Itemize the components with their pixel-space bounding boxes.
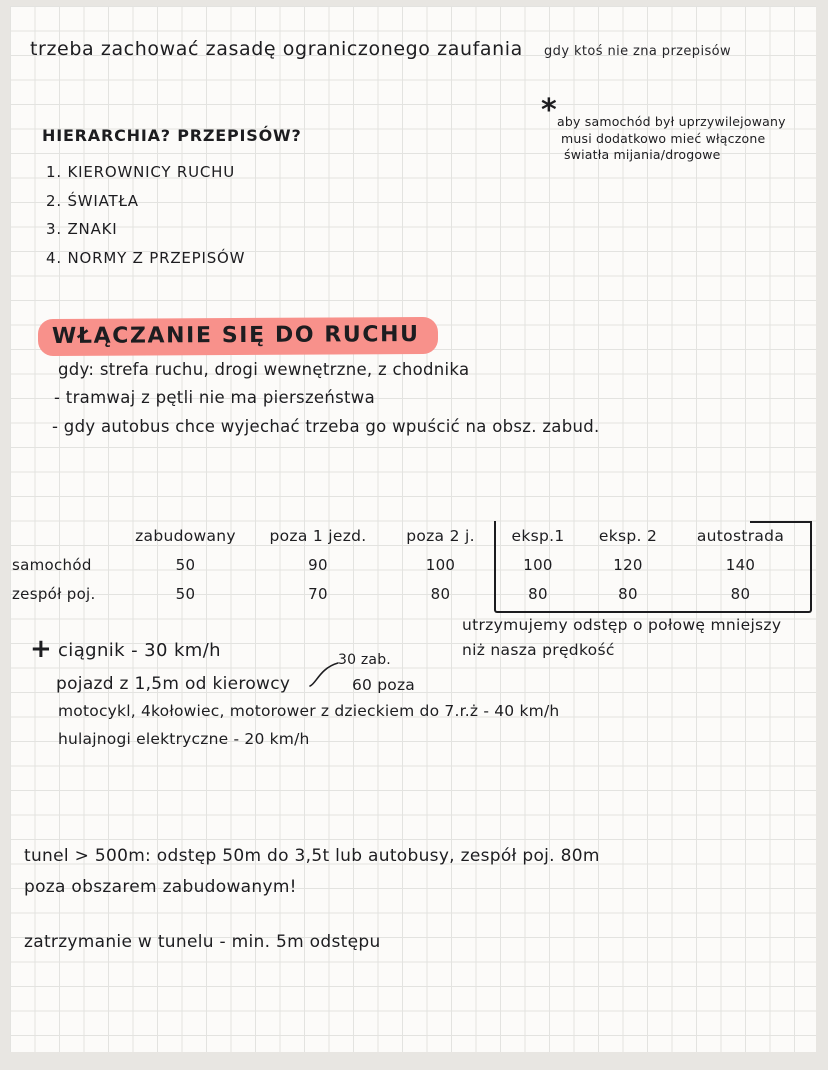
- tunnel-stop-note: zatrzymanie w tunelu - min. 5m odstępu: [24, 932, 381, 952]
- speed-value: 120: [613, 556, 643, 574]
- speed-value: 80: [730, 585, 751, 603]
- tractor-speed-note: ciągnik - 30 km/h: [58, 640, 221, 661]
- row-label: zespół poj.: [12, 585, 96, 603]
- section-note-line: - gdy autobus chce wyjechać trzeba go wpuścić na obsz. zabud.: [52, 416, 600, 436]
- built-up-area-annotation: 30 zab.: [338, 652, 391, 668]
- limited-trust-subtext: gdy ktoś nie zna przepisów: [544, 44, 732, 59]
- column-header: zabudowany: [135, 527, 236, 545]
- speed-value: 140: [725, 556, 756, 574]
- following-distance-note: [462, 613, 781, 663]
- speed-value: 100: [523, 556, 553, 574]
- speed-value: 80: [618, 585, 638, 603]
- outside-built-up-note: poza obszarem zabudowanym!: [24, 877, 297, 897]
- speed-value: 50: [175, 556, 196, 574]
- column-header: eksp. 2: [598, 527, 658, 545]
- speed-value: 90: [308, 556, 328, 574]
- column-header: poza 2 j.: [406, 527, 475, 545]
- speed-value: 100: [425, 556, 456, 574]
- towed-rider-note: pojazd z 1,5m od kierowcy: [56, 674, 291, 694]
- tunnel-distance-note: tunel > 500m: odstęp 50m do 3,5t lub autobusy, zespół poj. 80m: [24, 846, 600, 866]
- hierarchy-item: 4. NORMY Z PRZEPISÓW: [46, 248, 246, 267]
- merging-section-notes: [52, 356, 600, 441]
- column-header: poza 1 jezd.: [269, 527, 367, 545]
- hierarchy-item: 2. ŚWIATŁA: [46, 191, 139, 210]
- limited-trust-note: [30, 38, 731, 60]
- limited-trust-text: trzeba zachować zasadę ograniczonego zaufania: [30, 38, 523, 60]
- motorcycle-child-note: motocykl, 4kołowiec, motorower z dzieckiem do 7.r.ż - 40 km/h: [58, 702, 560, 720]
- speed-value: 50: [175, 585, 196, 603]
- outside-area-annotation: 60 poza: [352, 676, 416, 694]
- section-note-line: - tramwaj z pętli nie ma pierszeństwa: [54, 388, 375, 408]
- hierarchy-list: [46, 158, 245, 272]
- sidenote-line: musi dodatkowo mieć włączone: [561, 130, 766, 146]
- sidenote-line: aby samochód był uprzywilejowany: [557, 114, 786, 129]
- hierarchy-title: HIERARCHIA? PRZEPISÓW?: [42, 126, 302, 145]
- section-title-merging-into-traffic: WŁĄCZANIE SIĘ DO RUCHU: [38, 317, 438, 356]
- section-note-line: gdy: strefa ruchu, drogi wewnętrzne, z chodnika: [58, 360, 470, 379]
- priority-vehicle-sidenote: [557, 114, 786, 164]
- expressway-box-outline: [494, 521, 812, 613]
- plus-mark: +: [30, 634, 52, 664]
- asterisk-mark: *: [541, 93, 557, 128]
- speed-value: 80: [430, 585, 451, 603]
- speed-value: 80: [528, 585, 548, 603]
- fork-arrow-icon: [306, 658, 346, 690]
- column-header: autostrada: [696, 527, 785, 545]
- table-corner-cell: [8, 522, 123, 551]
- hierarchy-item: 1. KIEROWNICY RUCHU: [46, 163, 235, 181]
- note-line: utrzymujemy odstęp o połowę mniejszy: [462, 616, 782, 634]
- column-header: eksp.1: [511, 527, 565, 545]
- e-scooter-note: hulajnogi elektryczne - 20 km/h: [58, 730, 310, 748]
- speed-value: 70: [308, 585, 328, 603]
- note-line: niż nasza prędkość: [462, 641, 615, 659]
- sidenote-line: światła mijania/drogowe: [564, 147, 721, 162]
- row-label: samochód: [12, 556, 92, 574]
- hierarchy-item: 3. ZNAKI: [46, 220, 118, 238]
